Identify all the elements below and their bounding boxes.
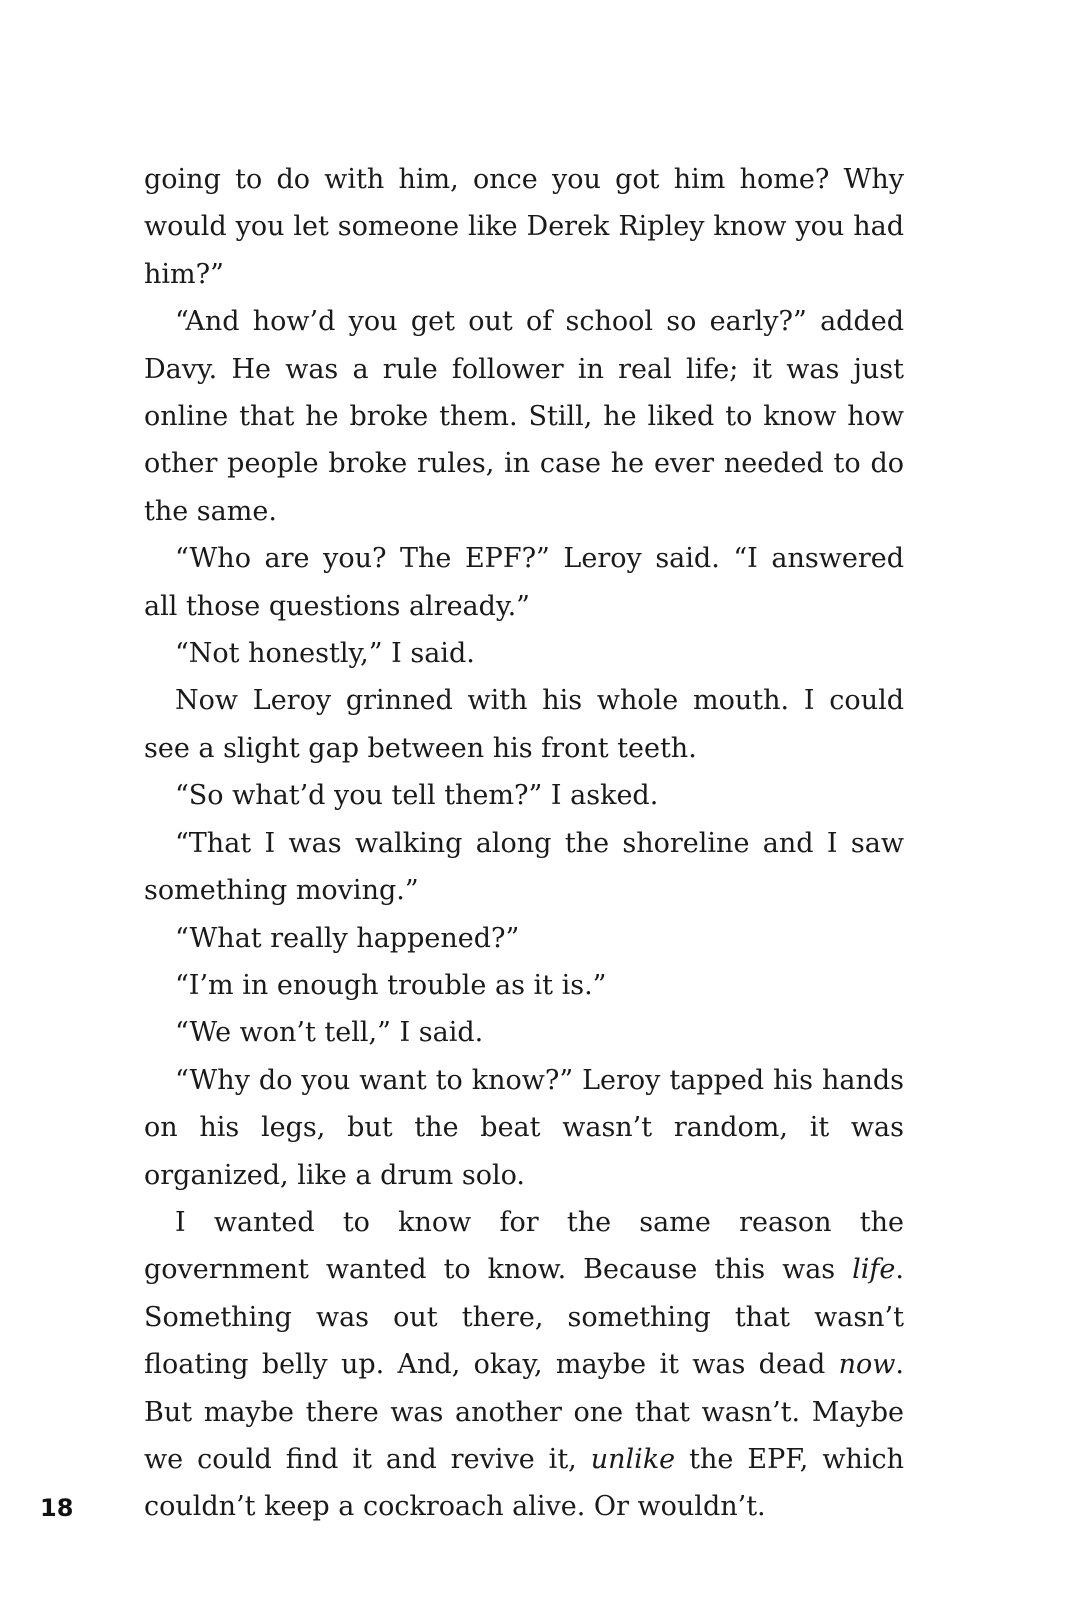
- paragraph-text: “I’m in enough trouble as it is.”: [175, 969, 607, 1001]
- paragraph-2: [144, 298, 904, 535]
- paragraph-12: [144, 1199, 904, 1531]
- paragraph-5: [144, 677, 904, 772]
- paragraph-text: Now Leroy grinned with his whole mouth. I could see a slight gap between his front teeth.: [144, 685, 904, 764]
- page-number: 18: [40, 1494, 74, 1522]
- body-text: [144, 156, 904, 1531]
- paragraph-6: [144, 772, 904, 819]
- paragraph-1: [144, 156, 904, 298]
- paragraph-text: “That I was walking along the shoreline and I saw something moving.”: [144, 827, 904, 907]
- paragraph-10: [144, 1009, 904, 1056]
- paragraph-text: the EPF, which couldn’t keep a cockroach alive. Or wouldn’t.: [144, 1443, 904, 1523]
- paragraph-text: “Why do you want to know?” Leroy tapped his hands on his legs, but the beat wasn’t random, it was organized, like a drum solo.: [144, 1064, 904, 1191]
- paragraph-text: “So what’d you tell them?” I asked.: [175, 780, 659, 812]
- paragraph-text: “And how’d you get out of school so early?” added Davy. He was a rule follower in real life; it was just online that he broke them. Still, he liked to know how other people broke rules, in case he ever needed to do the same.: [144, 306, 904, 527]
- paragraph-11: [144, 1057, 904, 1199]
- paragraph-9: [144, 962, 904, 1009]
- paragraph-4: [144, 630, 904, 677]
- paragraph-8: [144, 915, 904, 962]
- paragraph-text: “We won’t tell,” I said.: [175, 1017, 484, 1049]
- paragraph-text: . But maybe there was another one that wasn’t. Maybe we could find it and revive it,: [144, 1349, 904, 1475]
- italic-emphasis: now: [838, 1349, 896, 1381]
- paragraph-text: “What really happened?”: [175, 922, 520, 954]
- paragraph-text: . Something was out there, something that wasn’t floating belly up. And, okay, maybe it was dead: [144, 1254, 904, 1381]
- paragraph-text: “Who are you? The EPF?” Leroy said. “I answered all those questions already.”: [144, 543, 904, 622]
- paragraph-text: I wanted to know for the same reason the government wanted to know. Because this was: [144, 1206, 904, 1286]
- italic-emphasis: unlike: [590, 1443, 676, 1475]
- paragraph-text: going to do with him, once you got him home? Why would you let someone like Derek Ripley know you had him?”: [144, 164, 904, 290]
- italic-emphasis: life: [852, 1254, 896, 1286]
- paragraph-3: [144, 535, 904, 630]
- paragraph-7: [144, 820, 904, 915]
- paragraph-text: “Not honestly,” I said.: [175, 638, 475, 670]
